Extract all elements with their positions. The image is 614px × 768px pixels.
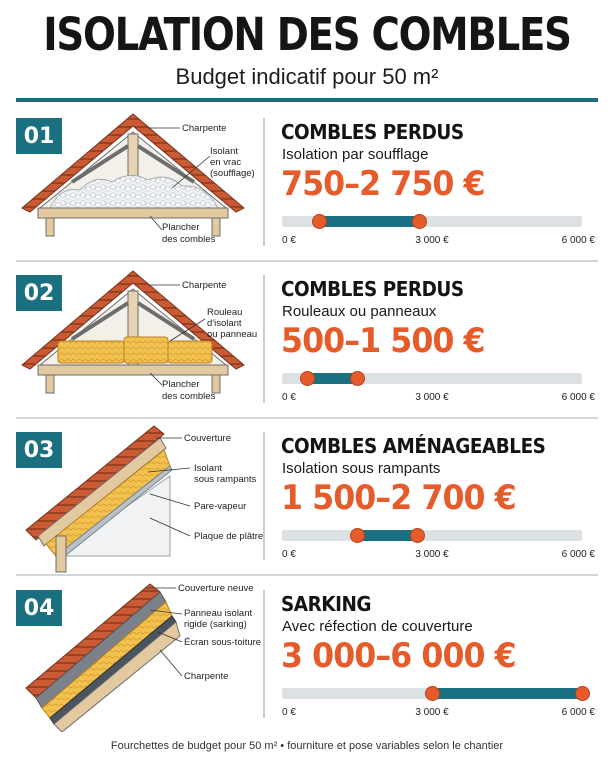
price-range-fill [320, 216, 420, 227]
section-heading: COMBLES PERDUS [281, 277, 464, 301]
scale-label-max: 6 000 € [561, 549, 595, 560]
label-charpente: Charpente [182, 280, 227, 291]
price-range-bar [282, 373, 582, 384]
section-04 [0, 576, 614, 732]
label-charpente: Charpente [184, 671, 229, 682]
section-subheading: Isolation par soufflage [282, 146, 429, 163]
section-heading: COMBLES PERDUS [281, 120, 464, 144]
price-range-fill [357, 530, 417, 541]
label-plaque-de-platre: Plaque de plâtre [194, 531, 264, 542]
label-ou-panneau: ou panneau [207, 329, 258, 340]
label-des-combles: des combles [162, 234, 216, 245]
label-pare-vapeur: Pare-vapeur [194, 501, 247, 512]
price-low-marker [312, 214, 327, 229]
scale-label-min: 0 € [282, 549, 296, 560]
page-title: ISOLATION DES COMBLES [43, 8, 571, 61]
section-heading: COMBLES AMÉNAGEABLES [281, 434, 546, 458]
section-subheading: Isolation sous rampants [282, 460, 441, 477]
label-couverture-neuve: Couverture neuve [178, 583, 254, 594]
label-en-vrac: en vrac [210, 157, 242, 168]
section-number-badge: 01 [16, 118, 62, 154]
price-range-bar [282, 688, 582, 699]
section-price: 1 500–2 700 € [281, 478, 516, 518]
price-low-marker [300, 371, 315, 386]
scale-label-mid: 3 000 € [415, 707, 449, 718]
section-02 [0, 261, 614, 417]
label-panneau-isolant: Panneau isolant [184, 608, 253, 619]
page-subtitle: Budget indicatif pour 50 m² [175, 64, 439, 89]
section-subheading: Avec réfection de couverture [282, 618, 473, 635]
footer-note: Fourchettes de budget pour 50 m² • fourniture et pose variables selon le chantier [110, 740, 504, 752]
section-number-badge: 02 [16, 275, 62, 311]
label-isolant: Isolant [210, 146, 238, 157]
label-soufflage: (soufflage) [210, 168, 255, 179]
vertical-divider [263, 118, 265, 246]
price-high-marker [575, 686, 590, 701]
price-low-marker [425, 686, 440, 701]
price-range-bar [282, 530, 582, 541]
section-03 [0, 418, 614, 574]
label-sous-rampants: sous rampants [194, 474, 257, 485]
price-range-fill [432, 688, 582, 699]
price-low-marker [350, 528, 365, 543]
scale-label-min: 0 € [282, 235, 296, 246]
scale-label-min: 0 € [282, 392, 296, 403]
section-price: 500–1 500 € [281, 321, 485, 361]
section-price: 3 000–6 000 € [281, 636, 516, 676]
label-rigide-sarking: rigide (sarking) [184, 619, 247, 630]
scale-label-max: 6 000 € [561, 235, 595, 246]
price-high-marker [412, 214, 427, 229]
scale-label-min: 0 € [282, 707, 296, 718]
label-ecran-sous-toiture: Écran sous-toiture [184, 637, 262, 648]
scale-label-max: 6 000 € [561, 392, 595, 403]
section-subheading: Rouleaux ou panneaux [282, 303, 437, 320]
label-charpente: Charpente [182, 123, 227, 134]
label-plancher: Plancher [162, 379, 200, 390]
label-plancher: Plancher [162, 222, 200, 233]
price-range-bar [282, 216, 582, 227]
label-couverture: Couverture [184, 433, 231, 444]
scale-label-mid: 3 000 € [415, 235, 449, 246]
vertical-divider [263, 590, 265, 718]
section-heading: SARKING [281, 592, 372, 616]
vertical-divider [263, 432, 265, 560]
section-01 [0, 104, 614, 260]
label-rouleau: Rouleau [207, 307, 243, 318]
label-isolant: Isolant [194, 463, 222, 474]
section-price: 750–2 750 € [281, 164, 485, 204]
header-rule [16, 98, 598, 102]
scale-label-mid: 3 000 € [415, 549, 449, 560]
price-high-marker [410, 528, 425, 543]
label-des-combles: des combles [162, 391, 216, 402]
section-number-badge: 04 [16, 590, 62, 626]
label-d-isolant: d'isolant [207, 318, 242, 329]
section-number-badge: 03 [16, 432, 62, 468]
price-high-marker [350, 371, 365, 386]
scale-label-mid: 3 000 € [415, 392, 449, 403]
scale-label-max: 6 000 € [561, 707, 595, 718]
vertical-divider [263, 275, 265, 403]
